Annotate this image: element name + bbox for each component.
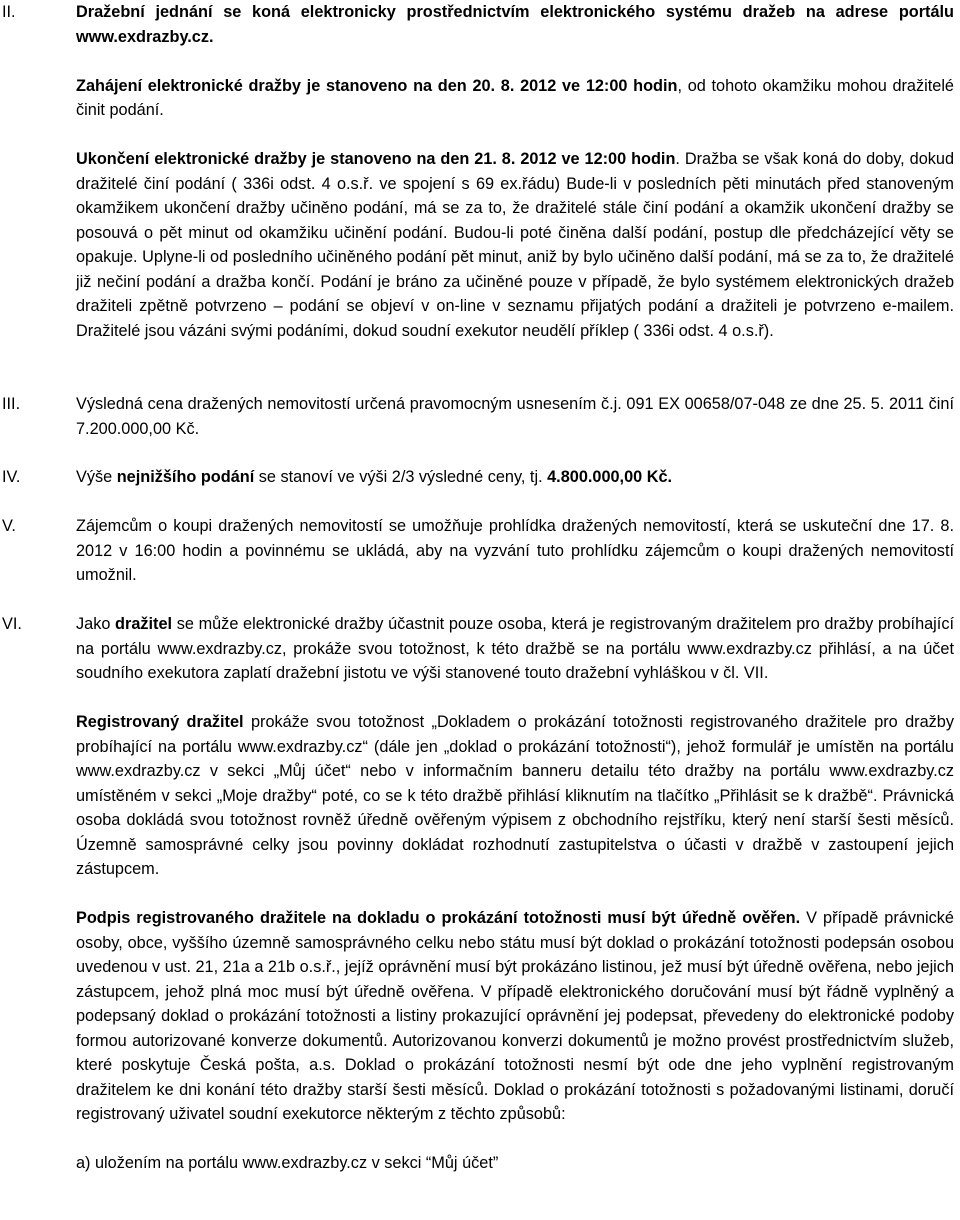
section-number: III. bbox=[2, 395, 21, 413]
paragraph-text: se stanoví ve výši 2/3 výsledné ceny, tj. bbox=[254, 468, 548, 486]
paragraph-auction-end bbox=[76, 147, 954, 343]
bold-text: Registrovaný dražitel bbox=[76, 713, 244, 731]
paragraph-registered-bidder bbox=[76, 710, 954, 882]
section-number: VI. bbox=[2, 615, 22, 633]
section-body bbox=[76, 392, 954, 441]
paragraph-bidder bbox=[76, 612, 954, 686]
bold-text: Podpis registrovaného dražitele na dokladu o prokázání totožnosti musí být úředně ověřen. bbox=[76, 909, 801, 927]
section-number: II. bbox=[2, 3, 16, 21]
section-number: IV. bbox=[2, 468, 21, 486]
paragraph-result-price: Výsledná cena dražených nemovitostí určená pravomocným usnesením č.j. 091 EX 00658/07-048 ze dne 25. 5. 2011 činí 7.200.000,00 Kč. bbox=[76, 395, 954, 438]
paragraph-auction-system bbox=[76, 0, 954, 49]
section-body bbox=[76, 612, 954, 1176]
section-body bbox=[76, 0, 954, 343]
paragraph-text: prokáže svou totožnost „Dokladem o prokázání totožnosti registrovaného dražitele pro dražby probíhající na portálu www.exdrazby.cz“ (dále jen „doklad o prokázání totožnosti“), jehož formulář je umístěn na portálu www.exdrazby.cz v sekci „Můj účet“ nebo v informačním banneru detailu této dražby na portálu www.exdrazby.cz umístěném v sekci „Moje dražby“ poté, co se k této dražbě přihlásí kliknutím na tlačítko „Přihlásit se k dražbě“. Právnická osoba dokládá svou totožnost rovněž úředně ověřeným výpisem z obchodního rejstříku, který není starší šesti měsíců. Územně samosprávné celky jsou povinny dokládat rozhodnutí zastupitelstva o účasti v dražbě v zastoupení jejich zástupcem. bbox=[76, 713, 954, 878]
paragraph-inspection: Zájemcům o koupi dražených nemovitostí se umožňuje prohlídka dražených nemovitostí, která se uskuteční dne 17. 8. 2012 v 16:00 hodin a povinnému se ukládá, aby na vyzvání tuto prohlídku zájemcům o koupi dražených nemovitostí umožnil. bbox=[76, 517, 954, 584]
paragraph-text: se může elektronické dražby účastnit pouze osoba, která je registrovaným dražitelem pro dražby probíhající na portálu www.exdrazby.cz, prokáže svou totožnost, k této dražbě se na portálu www.exdrazby.cz přihlásí, a na účet soudního exekutora zaplatí dražební jistotu ve výši stanovené touto dražební vyhláškou v čl. VII. bbox=[76, 615, 954, 682]
section-body bbox=[76, 465, 954, 490]
paragraph-auction-start bbox=[76, 74, 954, 123]
bold-text: Zahájení elektronické dražby je stanoveno na den 20. 8. 2012 ve 12:00 hodin bbox=[76, 76, 678, 95]
list-item-delivery-a: a) uložením na portálu www.exdrazby.cz v sekci “Můj účet” bbox=[76, 1154, 499, 1172]
paragraph-minimum-bid bbox=[76, 465, 954, 490]
bold-text: 4.800.000,00 Kč. bbox=[547, 468, 673, 486]
section-number: V. bbox=[2, 517, 16, 535]
paragraph-signature bbox=[76, 906, 954, 1127]
paragraph-text: Výše bbox=[76, 468, 117, 486]
paragraph-text: V případě právnické osoby, obce, vyššího územně samosprávného celku nebo státu musí být doklad o prokázání totožnosti podepsán osobou uvedenou v ust. 21, 21a a 21b o.s.ř., jejíž oprávnění musí být prokázáno listinou, jež musí být úředně ověřena, nebo jejich zástupcem, jehož plná moc musí být úředně ověřena. V případě elektronického doručování musí být řádně vyplněný a podepsaný doklad o prokázání totožnosti a listiny prokazující oprávnění jej podepsat, převedeny do elektronické podoby formou autorizované konverze dokumentů. Autorizovanou konverzi dokumentů je možno provést prostřednictvím služeb, které poskytuje Česká pošta, a.s. Doklad o prokázání totožnosti nesmí být ode dne jeho vyplnění registrovaným dražitelem ke dni konání této dražby starší šesti měsíců. Doklad o prokázání totožnosti s požadovanými listinami, doručí registrovaný uživatel soudní exekutorce některým z těchto způsobů: bbox=[76, 909, 954, 1123]
bold-text: Ukončení elektronické dražby je stanoveno na den 21. 8. 2012 ve 12:00 hodin bbox=[76, 150, 676, 168]
bold-text: Dražební jednání se koná elektronicky prostřednictvím elektronického systému dražeb na adrese portálu www.exdrazby.cz. bbox=[76, 3, 954, 46]
bold-text: nejnižšího podání bbox=[116, 468, 255, 486]
paragraph-text: , od tohoto okamžiku mohou dražitelé činit podání. bbox=[76, 76, 954, 119]
section-body bbox=[76, 514, 954, 588]
paragraph-text: . Dražba se však koná do doby, dokud dražitelé činí podání ( 336i odst. 4 o.s.ř. ve spojení s 69 ex.řádu) Bude-li v posledních pěti minutách před stanoveným okamžikem ukončení dražby učiněno podání, má se za to, že dražitelé stále činí podání a okamžik ukončení dražby se posouvá o pět minut od okamžiku učinění podání. Budou-li poté činěna další podání, postup dle předcházející věty se opakuje. Uplyne-li od posledního učiněného podání pět minut, aniž by bylo učiněno další podání, má se za to, že dražitelé již nečiní podání a dražba končí. Podání je bráno za učiněné pouze v případě, že bylo systémem elektronických dražeb dražiteli zpětně potvrzeno – podání se objeví v on-line v seznamu přijatých podání a dražiteli je potvrzeno e-mailem. Dražitelé jsou vázáni svými podáními, dokud soudní exekutor neudělí příklep ( 336i odst. 4 o.s.ř). bbox=[76, 150, 955, 340]
bold-text: dražitel bbox=[115, 615, 173, 633]
paragraph-text: Jako bbox=[76, 615, 116, 633]
